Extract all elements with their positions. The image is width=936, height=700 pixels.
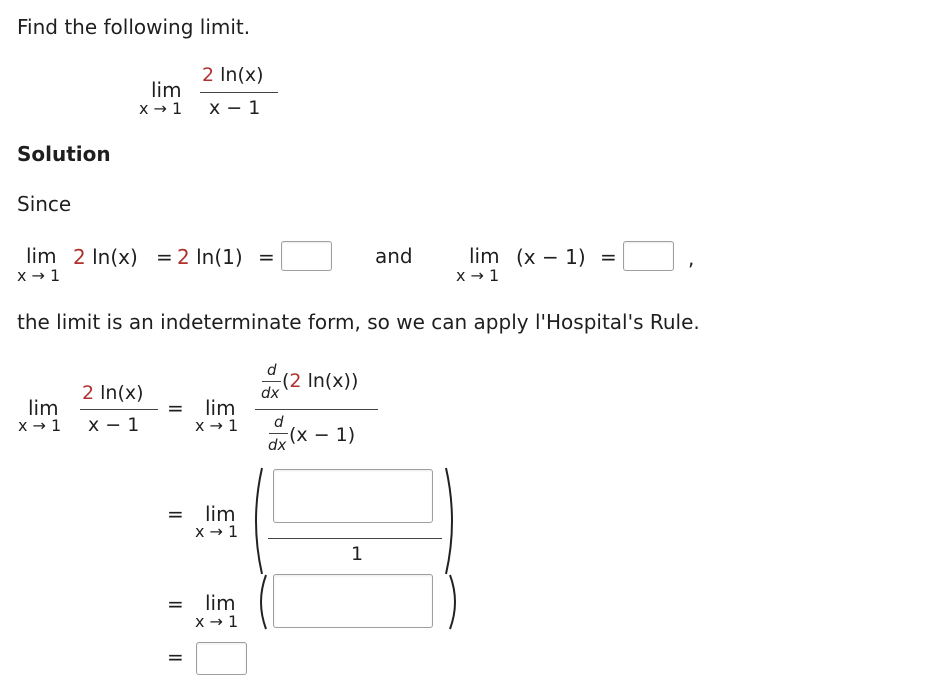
step2-eq: =: [167, 502, 184, 526]
lh-right-lim: lim: [205, 396, 236, 420]
limit-numerator-fn: ln(x): [220, 64, 264, 86]
lh-d-num-fn: ln(x)): [307, 370, 359, 392]
indeterminate-text: the limit is an indeterminate form, so we can apply l'Hospital's Rule.: [17, 310, 700, 334]
line1-and: and: [375, 244, 413, 268]
limit-approach: x → 1: [139, 99, 183, 118]
lh-right-approach: x → 1: [195, 416, 239, 435]
line1-lim: lim: [26, 244, 57, 268]
answer-simplified-expression-input[interactable]: [273, 574, 433, 628]
step3-eq: =: [167, 592, 184, 616]
lh-left-denominator: x − 1: [88, 414, 140, 436]
line1-left-coef: 2: [73, 245, 86, 269]
line1-at1: [177, 245, 243, 269]
line1-eq1: =: [156, 245, 173, 269]
lh-d-denominator-expr: (x − 1): [289, 424, 356, 446]
step2-approach: x → 1: [195, 522, 239, 541]
lh-dx-den: dx: [268, 436, 287, 454]
line1-approach2: x → 1: [456, 266, 500, 285]
prompt-text: Find the following limit.: [17, 15, 251, 39]
line1-at1-coef: 2: [177, 245, 190, 269]
answer-lim-numerator-input[interactable]: [281, 241, 332, 271]
lh-right-fraction-bar: [255, 409, 378, 410]
step2-left-paren: [250, 466, 264, 576]
step3-right-paren: [448, 573, 460, 631]
lh-eq: =: [167, 396, 184, 420]
answer-lim-denominator-input[interactable]: [623, 241, 674, 271]
limit-numerator-coef: 2: [202, 64, 215, 86]
lh-d-num: d: [267, 361, 277, 379]
lh-ddx-num-bar: [262, 381, 281, 382]
answer-derivative-numerator-input[interactable]: [273, 469, 433, 523]
solution-heading: Solution: [17, 142, 111, 166]
lh-approach: x → 1: [18, 416, 62, 435]
line1-eq3: =: [600, 245, 617, 269]
line1-eq2: =: [258, 245, 275, 269]
answer-final-limit-input[interactable]: [196, 642, 247, 675]
step2-right-paren: [444, 466, 458, 576]
step2-fraction-bar: [268, 538, 442, 539]
line1-comma: ,: [688, 246, 695, 270]
limit-denominator: x − 1: [209, 97, 261, 119]
step3-approach: x → 1: [195, 612, 239, 631]
lh-left-num-coef: 2: [82, 382, 95, 404]
step3-left-paren: [256, 573, 268, 631]
lh-ddx-den-bar: [269, 433, 288, 434]
lh-d-num-coef: 2: [289, 370, 302, 392]
line1-lim2: lim: [469, 244, 500, 268]
step4-eq: =: [167, 645, 184, 669]
limit-numerator: [202, 64, 264, 86]
line1-approach: x → 1: [17, 266, 61, 285]
limit-fraction-bar: [200, 92, 278, 93]
line1-left-fn: ln(x): [92, 245, 138, 269]
lh-left-fraction-bar: [80, 409, 158, 410]
step2-denominator: 1: [351, 543, 364, 565]
step2-lim: lim: [205, 502, 236, 526]
step3-lim: lim: [205, 591, 236, 615]
limit-lim: lim: [151, 78, 182, 102]
line1-at1-fn: ln(1): [196, 245, 243, 269]
lh-left-num-fn: ln(x): [100, 382, 144, 404]
lh-d-num-open: (: [282, 370, 290, 392]
lh-left-numerator: [82, 382, 144, 404]
lh-d-numerator-expr: [282, 370, 358, 392]
lh-dx-num: dx: [261, 384, 280, 402]
line1-right-expr: (x − 1): [516, 245, 586, 269]
since-text: Since: [17, 192, 72, 216]
line1-left-expr: [73, 245, 138, 269]
lh-d-den: d: [274, 413, 284, 431]
lh-lim: lim: [28, 396, 59, 420]
